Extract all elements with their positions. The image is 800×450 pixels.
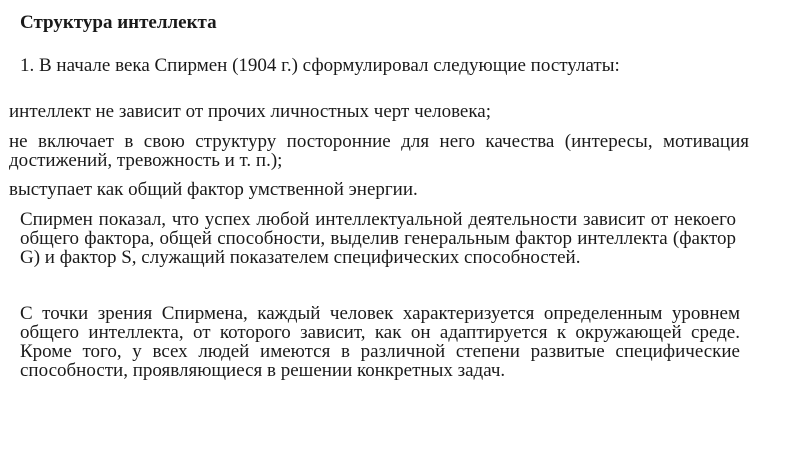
postulates-intro-paragraph: 1. В начале века Спирмен (1904 г.) сформулировал следующие постулаты:: [20, 55, 620, 76]
postulate-no-extraneous-qualities: не включает в свою структуру посторонние для него качества (интересы, мотивация достижений, тревожность и т. п.);: [9, 131, 749, 171]
postulate-general-factor: выступает как общий фактор умственной энергии.: [9, 179, 418, 200]
spearman-g-s-factor-paragraph: Спирмен показал, что успех любой интеллектуальной деятельности зависит от некоего общего фактора, общей способности, выделив генеральным фактор интеллекта (фактор G) и фактор S, служащий показателем специфических способностей.: [20, 209, 736, 268]
spearman-viewpoint-paragraph: С точки зрения Спирмена, каждый человек характеризуется определенным уровнем общего интеллекта, от которого зависит, как он адаптируется к окружающей среде. Кроме того, у всех людей имеются в различной степени развитые специфические способности, проявляющиеся в решении конкретных задач.: [20, 303, 740, 381]
postulate-independence: интеллект не зависит от прочих личностных черт человека;: [9, 101, 492, 122]
slide-title: Структура интеллекта: [20, 12, 217, 33]
